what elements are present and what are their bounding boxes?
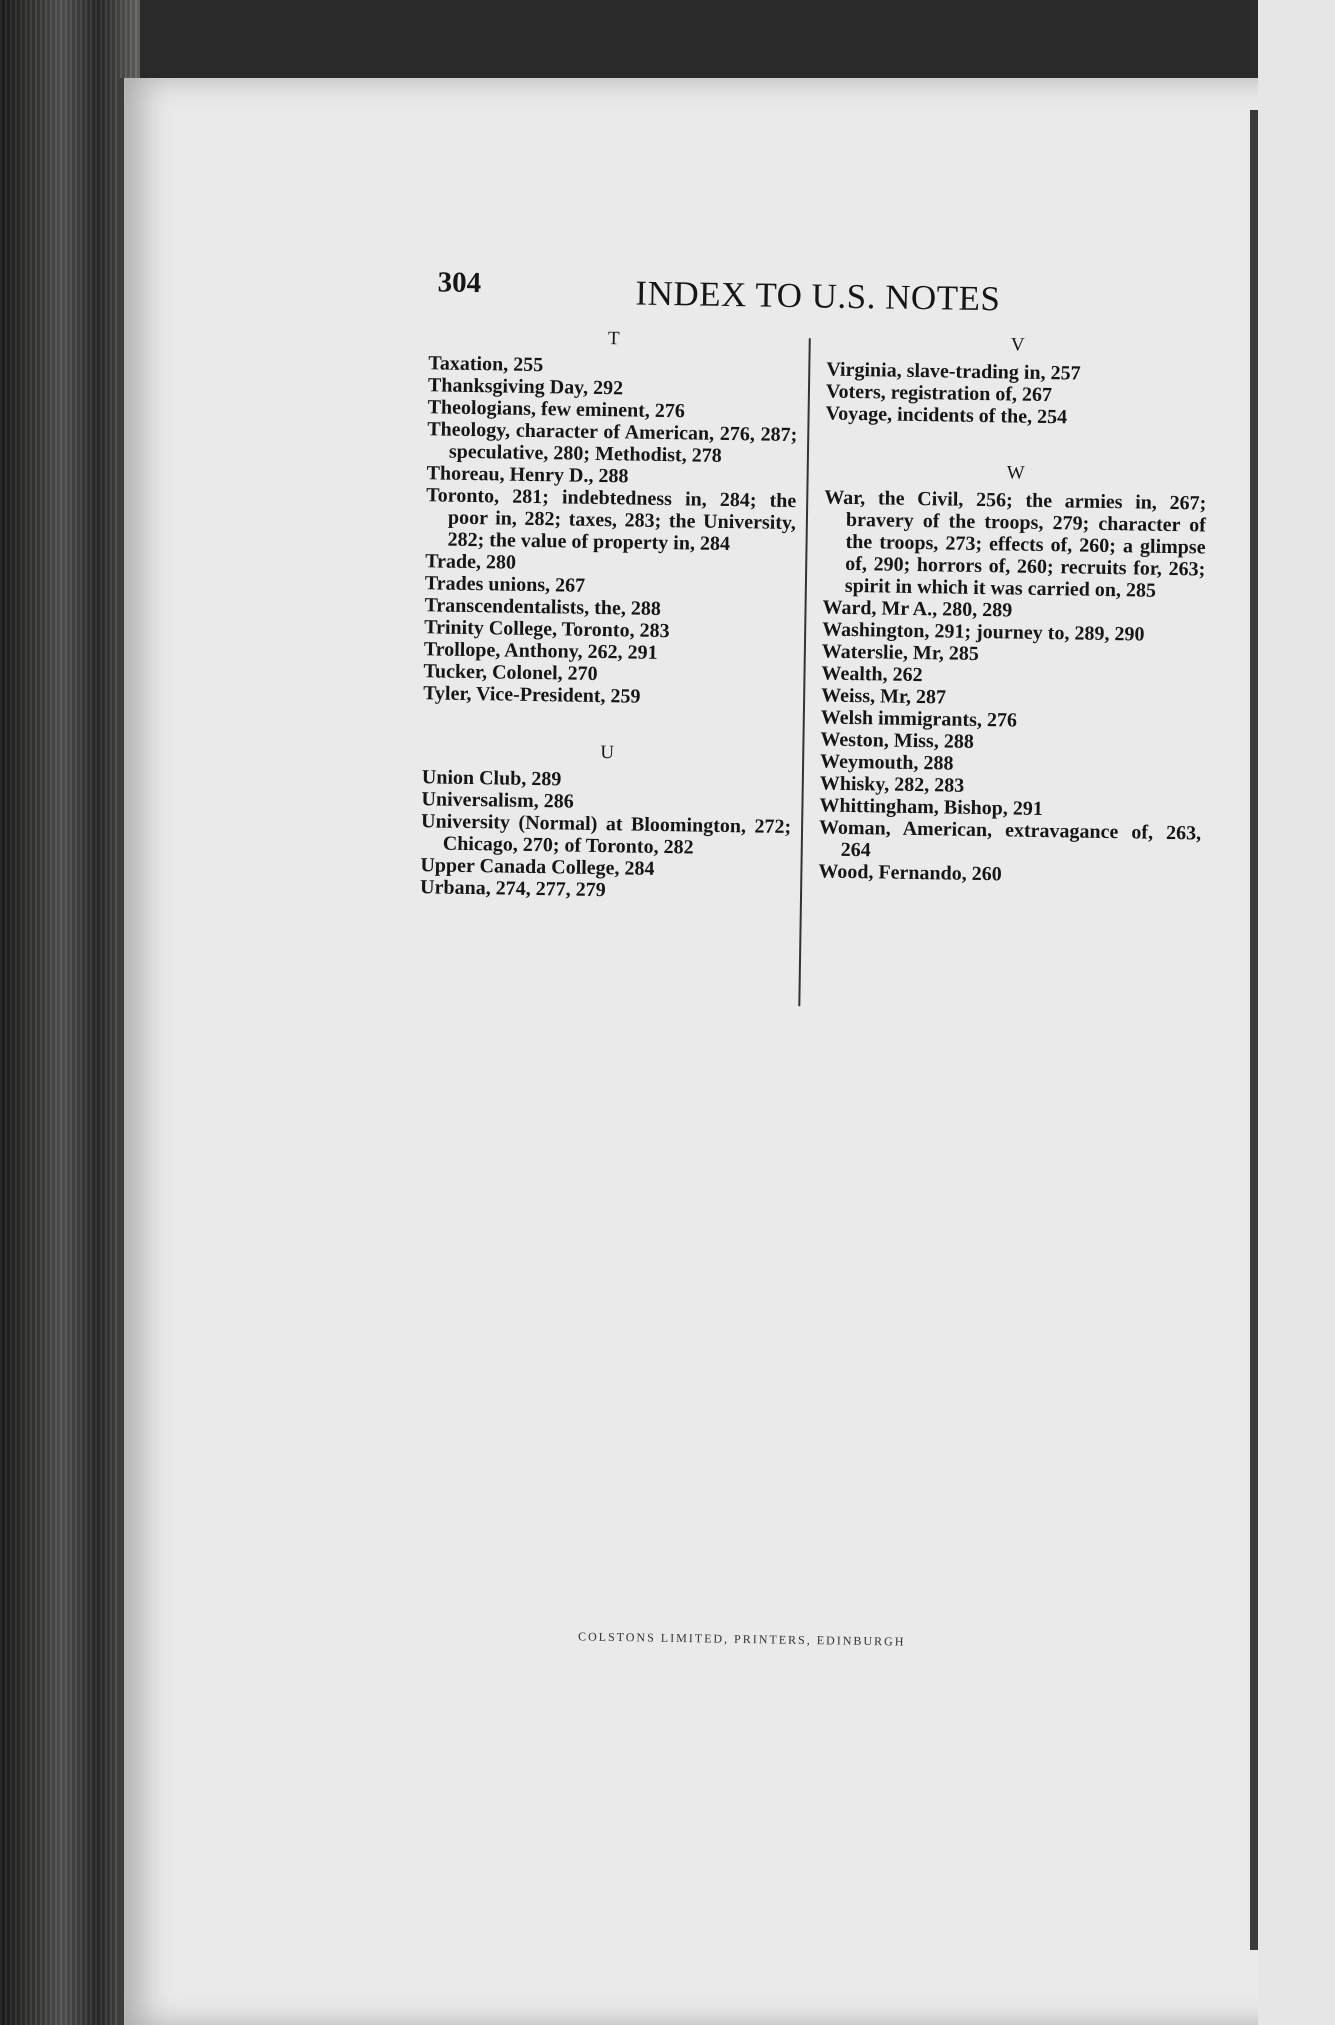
index-entry: Thanksgiving Day, 292 — [427, 374, 624, 400]
index-entry: Wealth, 262 — [821, 662, 923, 687]
index-entry: Weiss, Mr, 287 — [821, 684, 947, 709]
index-entry: Tucker, Colonel, 270 — [423, 660, 598, 685]
page-number: 304 — [437, 266, 482, 300]
index-entry: Taxation, 255 — [428, 352, 544, 377]
section-letter-u: U — [600, 742, 615, 764]
index-entry: Welsh immigrants, 276 — [820, 706, 1018, 732]
index-entry: Trades unions, 267 — [424, 572, 586, 597]
index-entry: Upper Canada College, 284 — [420, 854, 655, 880]
index-entry: Weston, Miss, 288 — [820, 728, 974, 753]
scan-background-top — [0, 0, 1335, 78]
index-entry: Urbana, 274, 277, 279 — [419, 876, 606, 902]
index-entry: Voters, registration of, 267 — [825, 380, 1053, 407]
index-column-right — [818, 331, 1209, 889]
index-entry: Whittingham, Bishop, 291 — [819, 794, 1043, 821]
index-entry: Wood, Fernando, 260 — [818, 860, 1002, 886]
facing-page-edge — [1250, 110, 1258, 1950]
section-letter-w: W — [1006, 462, 1025, 484]
scan-background-right — [1258, 0, 1335, 2025]
index-entry: Tyler, Vice-President, 259 — [422, 682, 641, 708]
index-entry: Waterslie, Mr, 285 — [821, 640, 980, 665]
index-entry: University (Normal) at Bloomington, 272; Chicago, 270; of Toronto, 282 — [420, 810, 792, 859]
page-header — [409, 258, 1210, 337]
index-entry: Weymouth, 288 — [819, 750, 954, 775]
index-entry: Trollope, Anthony, 262, 291 — [423, 638, 658, 664]
index-entry: Trinity College, Toronto, 283 — [424, 616, 670, 643]
column-divider — [798, 338, 810, 1006]
index-entry: Ward, Mr A., 280, 289 — [822, 596, 1013, 622]
running-title: INDEX TO U.S. NOTES — [635, 273, 1001, 319]
index-entry: Washington, 291; journey to, 289, 290 — [822, 618, 1145, 646]
index-entry: Union Club, 289 — [421, 766, 562, 791]
index-entry: War, the Civil, 256; the armies in, 267; bravery of the troops, 279; character of the troops, 273; effects of, 260; a glimpse of, 290; horrors of, 260; recruits for, 263; spirit in which it was carried on, 285 — [824, 486, 1207, 602]
index-entry: Transcendentalists, the, 288 — [424, 594, 662, 620]
index-entry: Universalism, 286 — [421, 788, 574, 813]
section-letter-v: V — [1010, 334, 1025, 356]
index-entry: Voyage, incidents of the, 254 — [825, 402, 1068, 429]
index-columns — [398, 324, 1209, 1056]
index-column-left — [420, 324, 799, 904]
section-gap — [422, 704, 792, 744]
section-letter-t: T — [607, 328, 620, 350]
index-entry: Theology, character of American, 276, 287; speculative, 280; Methodist, 278 — [427, 418, 798, 467]
index-entry: Toronto, 281; indebtedness in, 284; the poor in, 282; taxes, 283; the University, 282; the value of property in, 284 — [426, 484, 797, 556]
index-page-content — [398, 258, 1210, 1056]
printer-imprint: COLSTONS LIMITED, PRINTERS, EDINBURGH — [577, 1629, 906, 1649]
index-entry: Thoreau, Henry D., 288 — [426, 462, 629, 488]
index-entry: Woman, American, extravagance of, 263, 264 — [818, 816, 1202, 862]
index-entry: Theologians, few eminent, 276 — [427, 396, 686, 423]
index-entry: Virginia, slave-trading in, 257 — [826, 358, 1081, 385]
index-entry: Whisky, 282, 283 — [819, 772, 965, 797]
index-entry: Trade, 280 — [425, 550, 517, 574]
